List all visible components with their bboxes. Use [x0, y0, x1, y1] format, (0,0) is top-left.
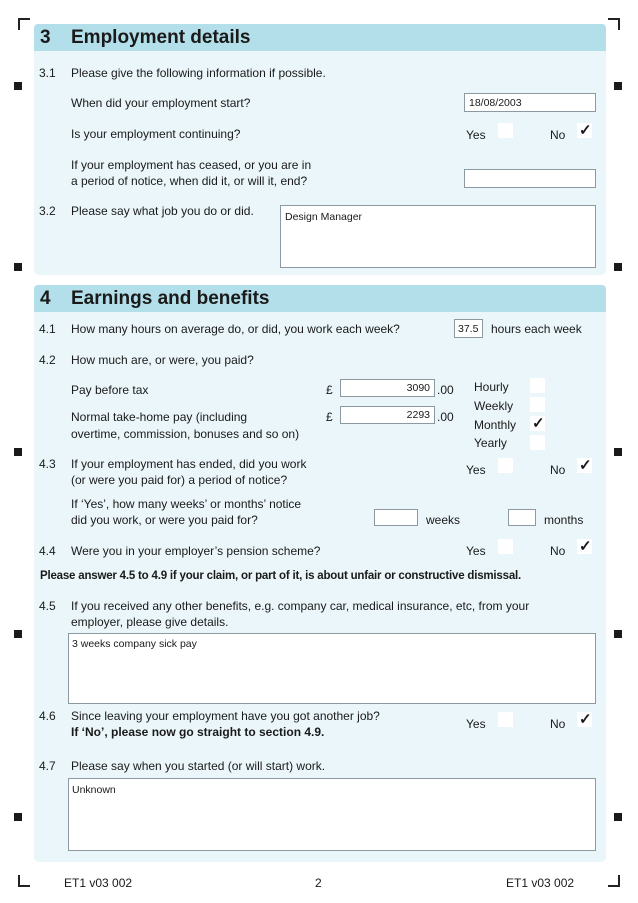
- benefits-value: 3 weeks company sick pay: [72, 638, 197, 650]
- q4-6-number: 4.6: [39, 709, 56, 723]
- period-monthly-checkbox[interactable]: [530, 416, 545, 431]
- job-title-value: Design Manager: [285, 211, 363, 223]
- registration-square: [14, 448, 22, 456]
- notice-question-line2: (or were you paid for) a period of notice?: [71, 473, 288, 487]
- continuing-yes-checkbox[interactable]: [498, 123, 513, 138]
- employment-start-label: When did your employment start?: [71, 96, 251, 110]
- notice-yes-label: Yes: [466, 463, 486, 477]
- crop-mark-bottom-left: [18, 875, 30, 887]
- tick-icon: ✓: [532, 415, 545, 432]
- pence-suffix: .00: [437, 410, 454, 424]
- section-4-title: Earnings and benefits: [71, 288, 270, 309]
- notice-months-input[interactable]: [508, 509, 536, 526]
- registration-square: [14, 263, 22, 271]
- tick-icon: ✓: [579, 711, 592, 728]
- pension-no-checkbox[interactable]: [577, 539, 592, 554]
- job-title-textarea[interactable]: [280, 205, 596, 268]
- registration-square: [614, 263, 622, 271]
- new-job-yes-checkbox[interactable]: [498, 712, 513, 727]
- crop-mark-bottom-right: [608, 875, 620, 887]
- pension-question-label: Were you in your employer’s pension scheme?: [71, 544, 321, 558]
- period-weekly-checkbox[interactable]: [530, 397, 545, 412]
- employment-ceased-label-line1: If your employment has ceased, or you are in: [71, 158, 312, 172]
- notice-length-line2: did you work, or were you paid for?: [71, 513, 258, 527]
- new-job-start-value: Unknown: [72, 784, 116, 796]
- notice-no-checkbox[interactable]: [577, 458, 592, 473]
- months-label: months: [544, 513, 584, 527]
- notice-question-line1: If your employment has ended, did you work: [71, 457, 307, 471]
- period-hourly-checkbox[interactable]: [530, 378, 545, 393]
- benefits-question-line1: If you received any other benefits, e.g. company car, medical insurance, etc, from your: [71, 599, 530, 613]
- notice-weeks-input[interactable]: [374, 509, 418, 526]
- pay-before-tax-input[interactable]: [340, 379, 435, 397]
- new-job-start-label: Please say when you started (or will start) work.: [71, 759, 326, 773]
- period-yearly-checkbox[interactable]: [530, 435, 545, 450]
- q4-7-number: 4.7: [39, 759, 56, 773]
- hours-unit-label: hours each week: [491, 322, 582, 336]
- page-number: 2: [315, 876, 322, 890]
- registration-square: [14, 630, 22, 638]
- period-weekly-label: Weekly: [474, 399, 514, 413]
- q4-1-number: 4.1: [39, 322, 56, 336]
- new-job-no-checkbox[interactable]: [577, 712, 592, 727]
- pension-no-label: No: [550, 544, 566, 558]
- weeks-label: weeks: [426, 513, 461, 527]
- pound-sign: £: [326, 410, 333, 424]
- q4-3-number: 4.3: [39, 457, 56, 471]
- section-3-number: 3: [40, 27, 51, 48]
- pension-yes-label: Yes: [466, 544, 486, 558]
- take-home-input[interactable]: [340, 406, 435, 424]
- tick-icon: ✓: [579, 457, 592, 474]
- new-job-question-line1: Since leaving your employment have you got another job?: [71, 709, 380, 723]
- continuing-no-label: No: [550, 128, 566, 142]
- notice-no-label: No: [550, 463, 566, 477]
- q3-1-number: 3.1: [39, 66, 56, 80]
- benefits-textarea[interactable]: [68, 633, 596, 704]
- pay-before-tax-label: Pay before tax: [71, 383, 149, 397]
- tick-icon: ✓: [579, 538, 592, 555]
- job-title-label: Please say what job you do or did.: [71, 204, 254, 218]
- notice-yes-checkbox[interactable]: [498, 458, 513, 473]
- registration-square: [614, 82, 622, 90]
- tick-icon: ✓: [579, 122, 592, 139]
- pence-suffix: .00: [437, 383, 454, 397]
- take-home-label-line2: overtime, commission, bonuses and so on): [71, 427, 300, 441]
- take-home-value: 2293: [406, 409, 430, 421]
- registration-square: [14, 813, 22, 821]
- section-3-title: Employment details: [71, 27, 251, 48]
- section-4-number: 4: [40, 288, 51, 309]
- new-job-start-textarea[interactable]: [68, 778, 596, 851]
- pound-sign: £: [326, 383, 333, 397]
- employment-continuing-label: Is your employment continuing?: [71, 127, 241, 141]
- crop-mark-top-left: [18, 18, 30, 30]
- take-home-label-line1: Normal take-home pay (including: [71, 410, 248, 424]
- q4-4-number: 4.4: [39, 544, 56, 558]
- employment-ceased-label-line2: a period of notice, when did it, or will it, end?: [71, 174, 308, 188]
- new-job-question-line2: If ‘No’, please now go straight to section 4.9.: [71, 725, 325, 739]
- period-hourly-label: Hourly: [474, 380, 509, 394]
- pension-yes-checkbox[interactable]: [498, 539, 513, 554]
- footer-form-code-left: ET1 v03 002: [64, 876, 133, 890]
- dismissal-instruction: Please answer 4.5 to 4.9 if your claim, or part of it, is about unfair or constructive dismissal.: [40, 570, 522, 582]
- employment-start-input[interactable]: [464, 93, 596, 112]
- pay-question-label: How much are, or were, you paid?: [71, 353, 254, 367]
- pay-before-tax-value: 3090: [406, 382, 430, 394]
- period-monthly-label: Monthly: [474, 418, 517, 432]
- hours-per-week-label: How many hours on average do, or did, you work each week?: [71, 322, 400, 336]
- registration-square: [614, 813, 622, 821]
- hours-per-week-value: 37.5: [458, 323, 479, 335]
- registration-square: [14, 82, 22, 90]
- period-yearly-label: Yearly: [474, 436, 507, 450]
- q4-2-number: 4.2: [39, 353, 56, 367]
- registration-square: [614, 630, 622, 638]
- continuing-yes-label: Yes: [466, 128, 486, 142]
- footer-form-code-right: ET1 v03 002: [506, 876, 575, 890]
- employment-end-input[interactable]: [464, 169, 596, 188]
- new-job-no-label: No: [550, 717, 566, 731]
- registration-square: [614, 448, 622, 456]
- benefits-question-line2: employer, please give details.: [71, 615, 229, 629]
- continuing-no-checkbox[interactable]: [577, 123, 592, 138]
- employment-start-value: 18/08/2003: [469, 97, 522, 109]
- q3-1-intro: Please give the following information if possible.: [71, 66, 326, 80]
- q4-5-number: 4.5: [39, 599, 56, 613]
- new-job-yes-label: Yes: [466, 717, 486, 731]
- hours-per-week-input[interactable]: [454, 319, 483, 338]
- crop-mark-top-right: [608, 18, 620, 30]
- notice-length-line1: If ‘Yes’, how many weeks’ or months’ notice: [71, 497, 302, 511]
- q3-2-number: 3.2: [39, 204, 56, 218]
